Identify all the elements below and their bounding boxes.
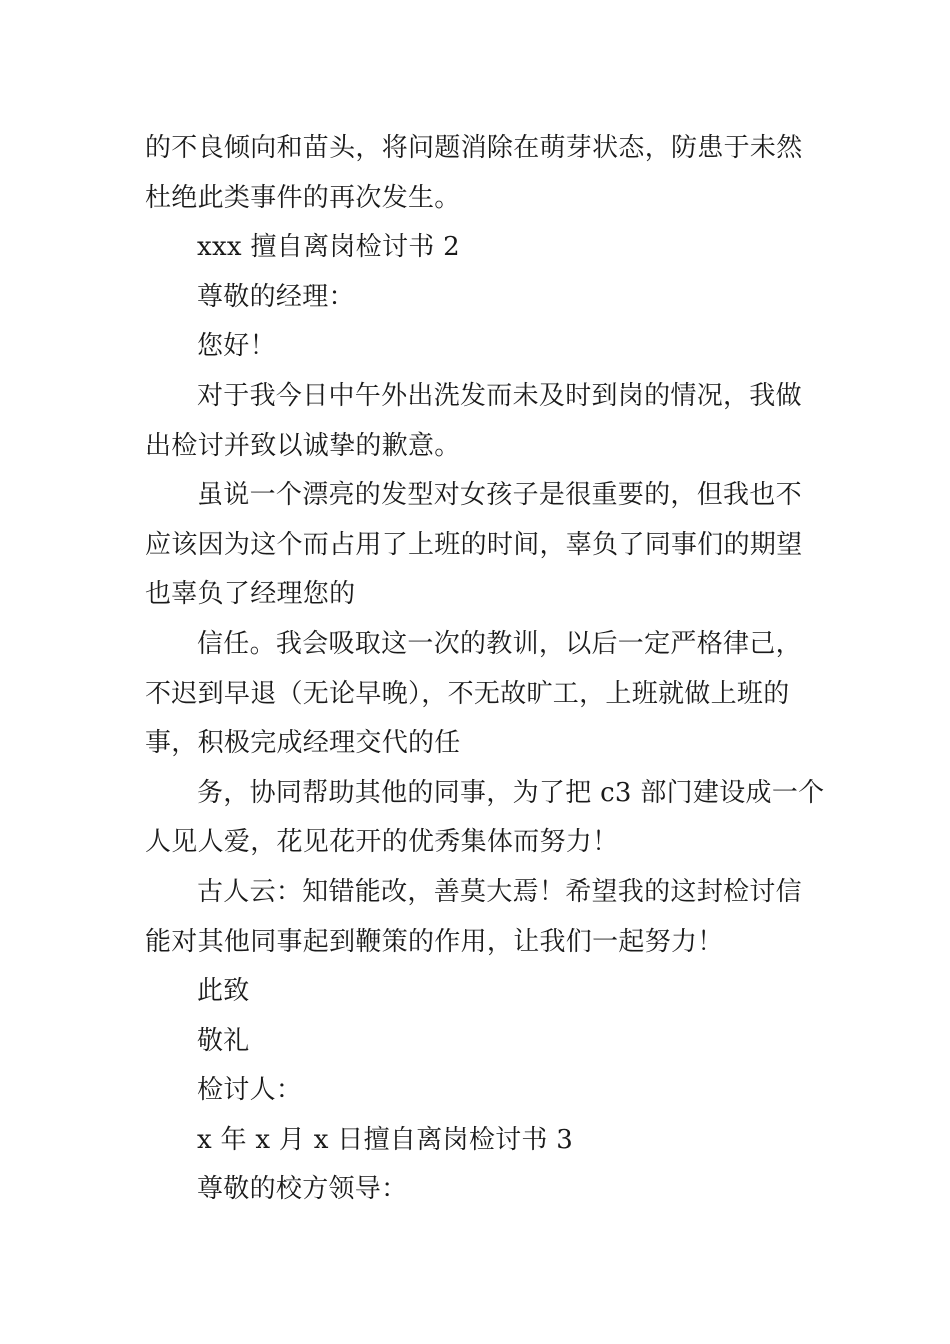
document-body [145,124,825,1215]
text-line: 杜绝此类事件的再次发生。 [145,182,461,213]
text-line: 虽说一个漂亮的发型对女孩子是很重要的，但我也不 [197,480,802,511]
section-title: x 年 x 月 x 日擅自离岗检讨书 3 [197,1124,574,1155]
text-line: 事，积极完成经理交代的任 [145,728,461,759]
text-line: 也辜负了经理您的 [145,579,356,610]
section-title: xxx 擅自离岗检讨书 2 [197,232,460,263]
text-line: 信任。我会吸取这一次的教训，以后一定严格律己， [197,628,802,659]
text-line: 不迟到早退（无论早晚），不无故旷工，上班就做上班的 [145,678,790,709]
closing-line: 敬礼 [197,1025,250,1056]
text-line: 人见人爱，花见花开的优秀集体而努力！ [145,827,619,858]
text-line: 对于我今日中午外出洗发而未及时到岗的情况，我做 [197,380,802,411]
greeting: 您好！ [197,331,276,362]
signature-label: 检讨人： [197,1075,303,1106]
salutation: 尊敬的经理： [197,281,355,312]
text-line: 的不良倾向和苗头，将问题消除在萌芽状态，防患于未然 [145,133,803,163]
salutation: 尊敬的校方领导： [197,1174,408,1205]
text-line: 能对其他同事起到鞭策的作用，让我们一起努力！ [145,926,724,957]
closing-line: 此致 [197,976,250,1007]
text-line: 务，协同帮助其他的同事，为了把 c3 部门建设成一个 [197,777,825,808]
text-line: 应该因为这个而占用了上班的时间，辜负了同事们的期望 [145,529,803,560]
text-line: 古人云：知错能改，善莫大焉！希望我的这封检讨信 [197,876,802,907]
text-line: 出检讨并致以诚挚的歉意。 [145,430,461,461]
